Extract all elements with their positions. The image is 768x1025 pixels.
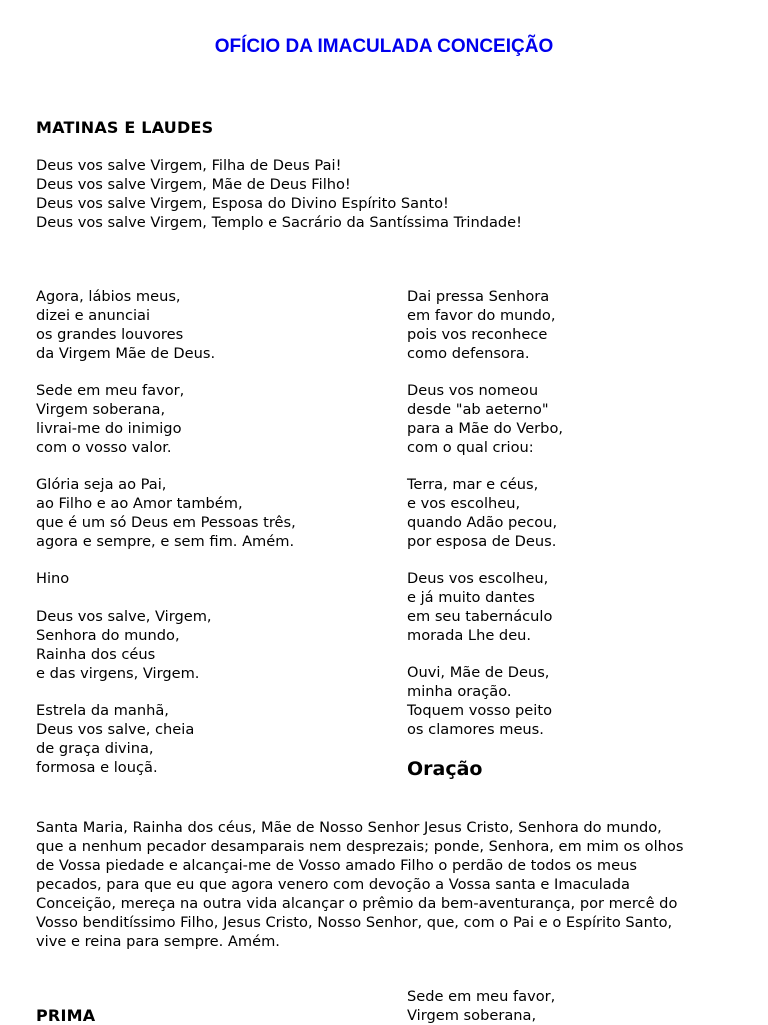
right-stanza-5 [407,663,552,739]
verse-line: agora e sempre, e sem fim. Amém. [36,533,295,550]
verse-line: com o vosso valor. [36,439,172,456]
verse-line: Glória seja ao Pai, [36,476,167,493]
heading-matinas-e-laudes: MATINAS E LAUDES [36,118,214,137]
verse-line: dizei e anunciai [36,307,151,324]
verse-line: em favor do mundo, [407,307,556,324]
prayer-line: Vosso benditíssimo Filho, Jesus Cristo, Nosso Senhor, que, com o Pai e o Espírito Santo, [36,914,673,931]
prayer-line: Santa Maria, Rainha dos céus, Mãe de Nosso Senhor Jesus Cristo, Senhora do mundo, [36,819,662,836]
verse-line: Agora, lábios meus, [36,288,181,305]
left-stanza-3 [36,475,296,551]
right-stanza-3 [407,475,557,551]
prayer-line: pecados, para que eu que agora venero com devoção a Vossa santa e Imaculada [36,876,630,893]
right-stanza-4 [407,569,552,645]
heading-oracao: Oração [407,758,483,780]
verse-line: Sede em meu favor, [407,988,556,1005]
verse-line: Deus vos nomeou [407,382,539,399]
left-stanza-4 [36,607,212,683]
verse-line: Dai pressa Senhora [407,288,550,305]
salutation-line: Deus vos salve Virgem, Templo e Sacrário da Santíssima Trindade! [36,214,523,231]
verse-line: Toquem vosso peito [407,702,552,719]
verse-line: com o qual criou: [407,439,534,456]
verse-line: Ouvi, Mãe de Deus, [407,664,550,681]
right-stanza-1 [407,287,556,363]
left-stanza-5 [36,701,194,777]
verse-line: como defensora. [407,345,530,362]
verse-line: para a Mãe do Verbo, [407,420,564,437]
prayer-line: Conceição, mereça na outra vida alcançar o prêmio da bem-aventurança, por mercê do [36,895,678,912]
verse-line: de graça divina, [36,740,154,757]
verse-line: que é um só Deus em Pessoas três, [36,514,296,531]
verse-line: Virgem soberana, [36,401,166,418]
verse-line: Deus vos escolheu, [407,570,549,587]
prayer-line: vive e reina para sempre. Amém. [36,933,280,950]
verse-line: minha oração. [407,683,512,700]
verse-line: e das virgens, Virgem. [36,665,200,682]
prayer-paragraph [36,818,683,951]
right-stanza-2 [407,381,563,457]
salutations-block [36,156,522,232]
salutation-line: Deus vos salve Virgem, Mãe de Deus Filho! [36,176,351,193]
prima-right-stanza [407,987,555,1025]
prayer-line: de Vossa piedade e alcançai-me de Vosso amado Filho o perdão de todos os meus [36,857,637,874]
verse-line: e vos escolheu, [407,495,521,512]
verse-line: por esposa de Deus. [407,533,557,550]
verse-line: em seu tabernáculo [407,608,553,625]
verse-line: Senhora do mundo, [36,627,180,644]
verse-line: Estrela da manhã, [36,702,169,719]
verse-line: Deus vos salve, Virgem, [36,608,212,625]
prayer-line: que a nenhum pecador desamparais nem desprezais; ponde, Senhora, em mim os olhos [36,838,684,855]
verse-line: ao Filho e ao Amor também, [36,495,243,512]
verse-line: Rainha dos céus [36,646,156,663]
hino-label: Hino [36,570,70,587]
verse-line: Terra, mar e céus, [407,476,539,493]
left-stanza-1 [36,287,215,363]
verse-line: desde "ab aeterno" [407,401,549,418]
hino-label-block [36,569,69,588]
salutation-line: Deus vos salve Virgem, Filha de Deus Pai! [36,157,342,174]
verse-line: quando Adão pecou, [407,514,558,531]
verse-line: livrai-me do inimigo [36,420,182,437]
verse-line: Deus vos salve, cheia [36,721,195,738]
verse-line: formosa e louçã. [36,759,158,776]
heading-prima: PRIMA [36,1006,96,1025]
left-stanza-2 [36,381,184,457]
verse-line: e já muito dantes [407,589,535,606]
verse-line: os clamores meus. [407,721,544,738]
verse-line: da Virgem Mãe de Deus. [36,345,216,362]
verse-line: Sede em meu favor, [36,382,185,399]
salutation-line: Deus vos salve Virgem, Esposa do Divino Espírito Santo! [36,195,449,212]
verse-line: os grandes louvores [36,326,184,343]
verse-line: Virgem soberana, [407,1007,537,1024]
verse-line: morada Lhe deu. [407,627,532,644]
document-title: OFÍCIO DA IMACULADA CONCEIÇÃO [214,36,554,57]
verse-line: pois vos reconhece [407,326,548,343]
